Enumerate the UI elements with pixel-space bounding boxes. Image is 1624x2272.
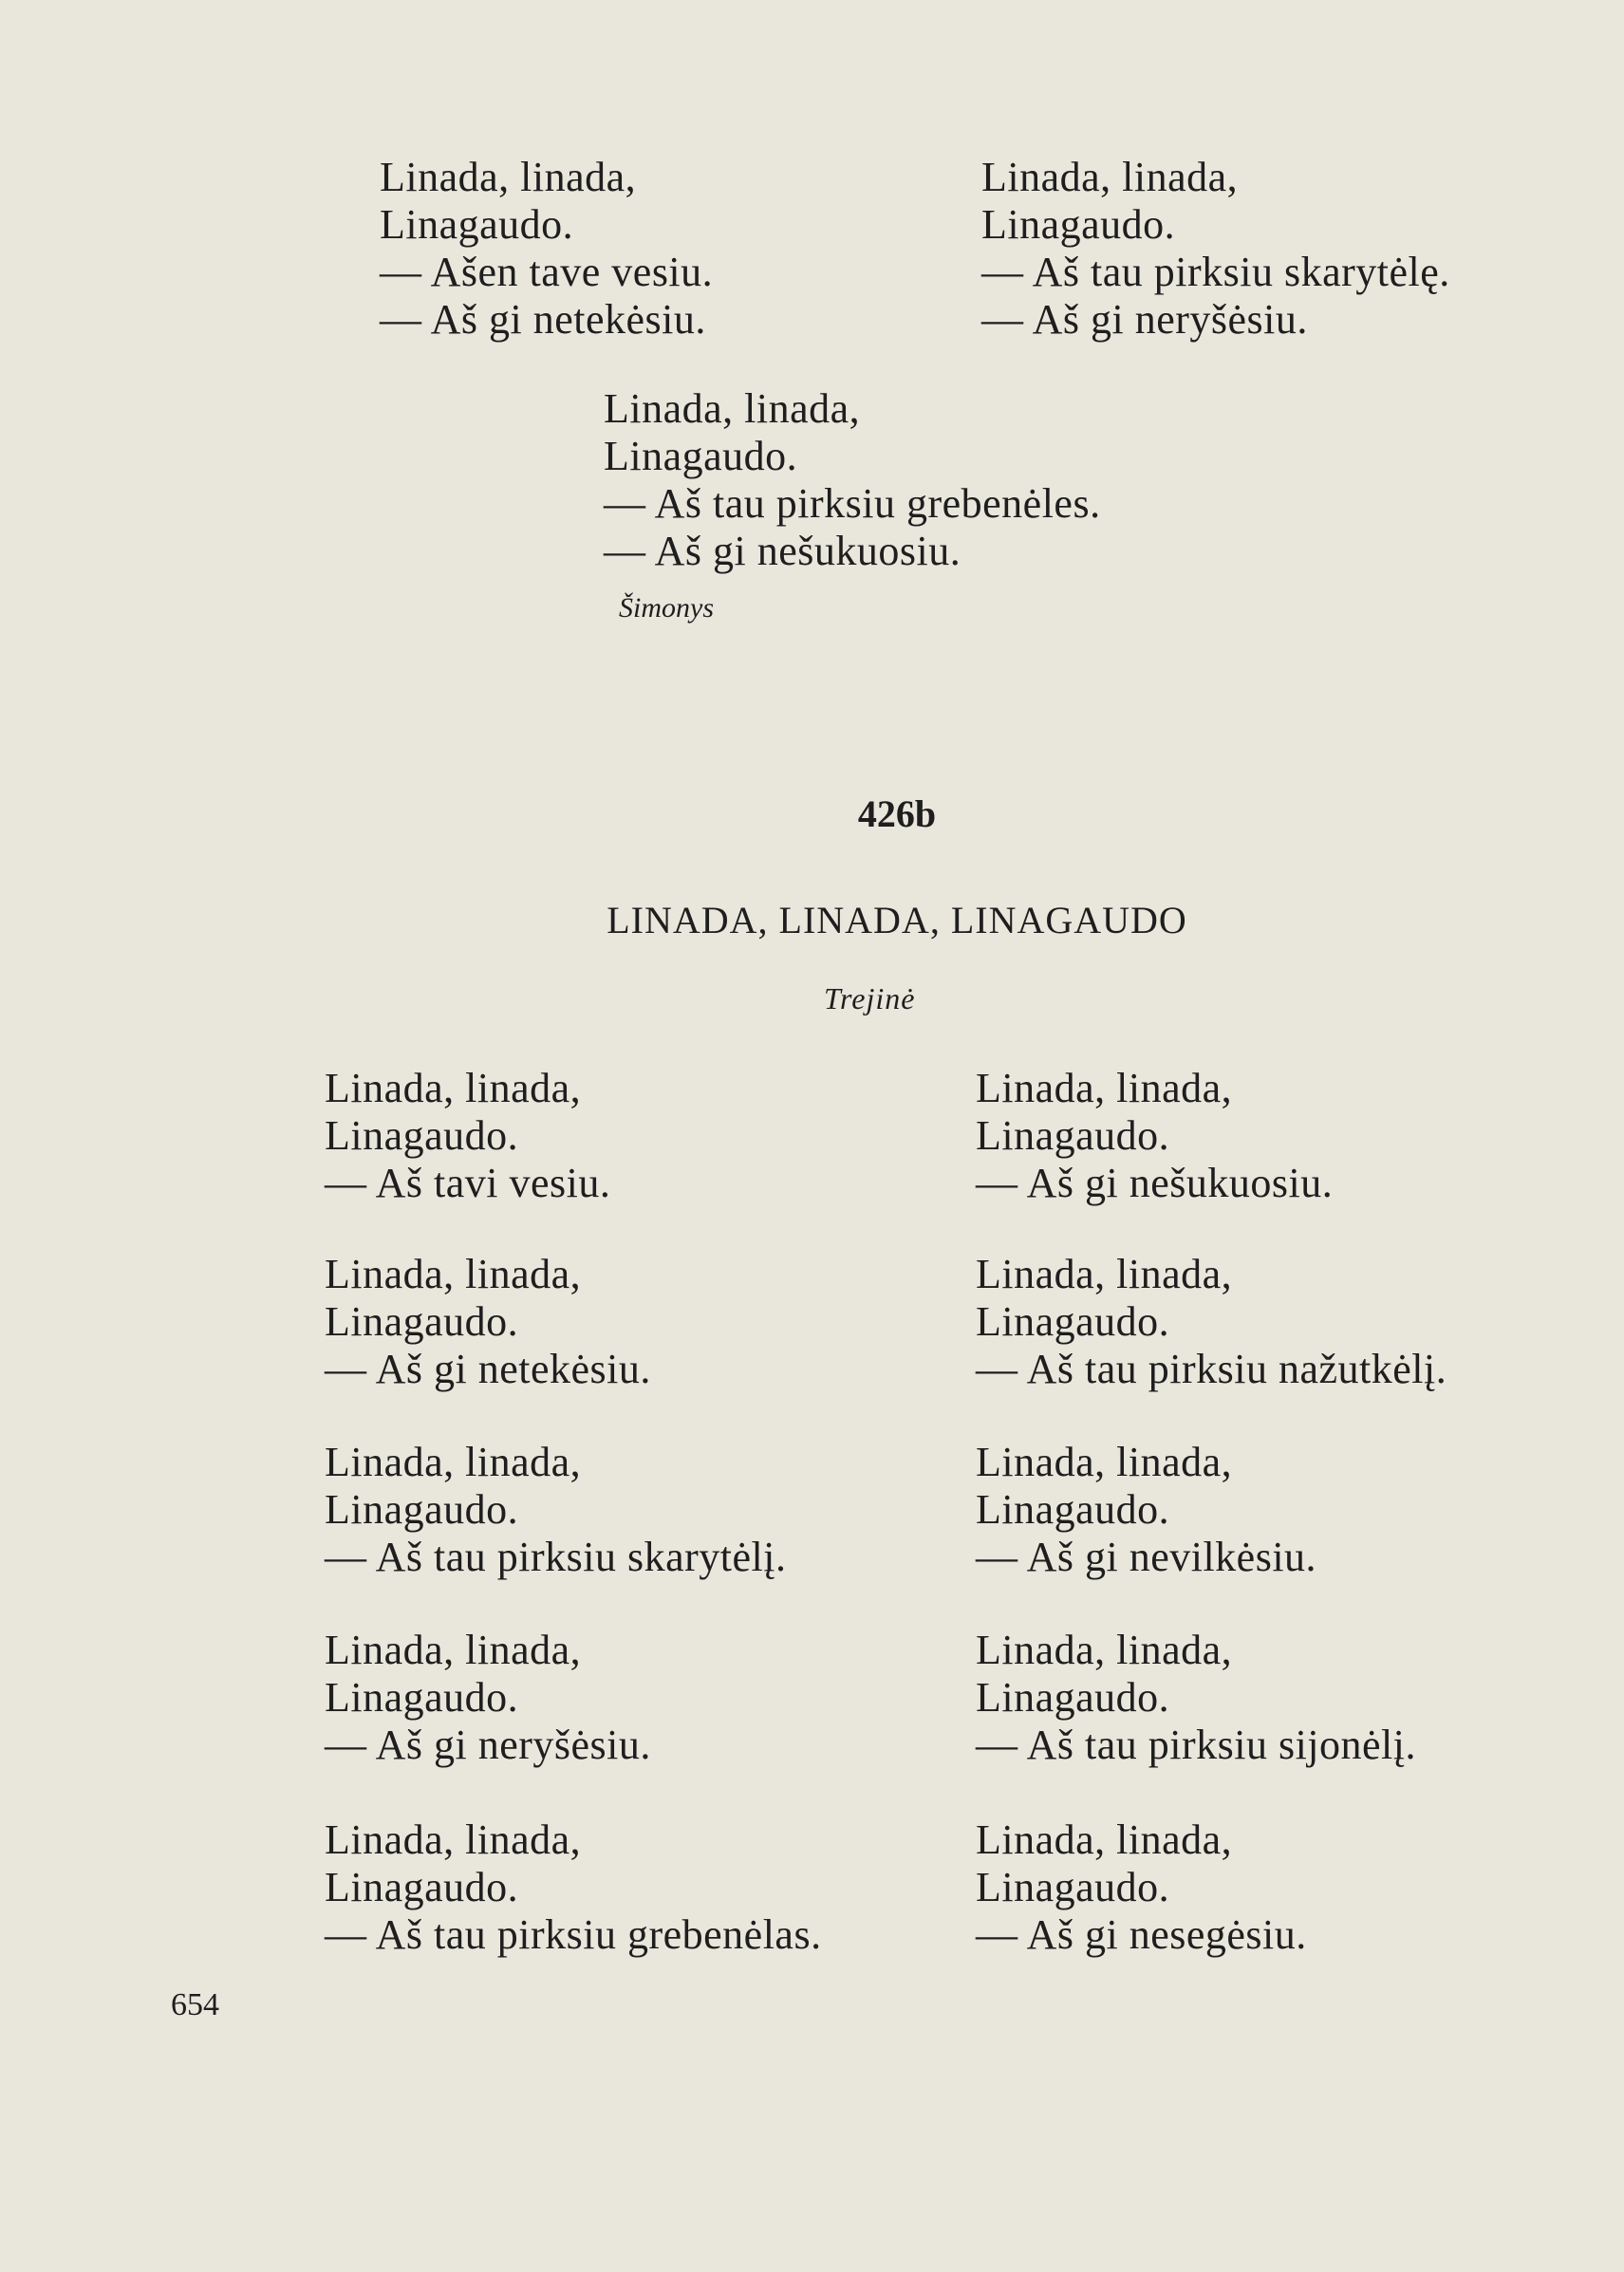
verse-line: Linagaudo.	[325, 1486, 519, 1533]
stanza-left-4	[325, 1627, 651, 1769]
stanza-left-3	[325, 1439, 786, 1581]
verse-line: Linagaudo.	[325, 1112, 519, 1159]
verse-line: Linada, linada,	[976, 1627, 1233, 1673]
verse-line: Linada, linada,	[325, 1251, 582, 1297]
verse-line: — Aš tavi vesiu.	[325, 1160, 611, 1206]
verse-line: Linada, linada,	[976, 1439, 1233, 1485]
stanza-top-right	[981, 154, 1450, 344]
verse-line: Linada, linada,	[325, 1439, 582, 1485]
stanza-top-left	[380, 154, 713, 344]
verse-line: Linagaudo.	[976, 1674, 1170, 1721]
verse-line: — Aš gi nešukuosiu.	[604, 528, 961, 574]
verse-line: Linagaudo.	[976, 1486, 1170, 1533]
stanza-left-2	[325, 1251, 651, 1393]
verse-line: Linagaudo.	[981, 201, 1176, 248]
verse-line: Linagaudo.	[325, 1298, 519, 1345]
verse-line: — Aš gi neryšėsiu.	[981, 296, 1308, 343]
song-title: LINADA, LINADA, LINAGAUDO	[607, 899, 1187, 941]
stanza-left-5	[325, 1816, 822, 1959]
verse-line: — Aš tau pirksiu sijonėlį.	[976, 1722, 1416, 1768]
verse-line: — Aš gi nešukuosiu.	[976, 1160, 1334, 1206]
stanza-top-center	[604, 385, 1101, 575]
verse-line: Linada, linada,	[976, 1251, 1233, 1297]
stanza-right-2	[976, 1251, 1447, 1393]
verse-line: Linada, linada,	[981, 154, 1239, 200]
stanza-right-3	[976, 1439, 1316, 1581]
source-place: Šimonys	[619, 592, 714, 624]
verse-line: — Aš gi nevilkėsiu.	[976, 1534, 1317, 1580]
stanza-right-4	[976, 1627, 1416, 1769]
stanza-right-1	[976, 1065, 1333, 1207]
verse-line: Linagaudo.	[976, 1298, 1170, 1345]
verse-line: — Aš gi netekėsiu.	[380, 296, 706, 343]
verse-line: Linagaudo.	[976, 1112, 1170, 1159]
verse-line: — Aš tau pirksiu grebenėles.	[604, 480, 1101, 527]
song-subtitle: Trejinė	[824, 981, 916, 1015]
verse-line: Linada, linada,	[380, 154, 637, 200]
verse-line: Linagaudo.	[976, 1864, 1170, 1910]
verse-line: — Aš gi neryšėsiu.	[325, 1722, 651, 1768]
verse-line: — Aš tau pirksiu skarytėlę.	[981, 249, 1450, 295]
song-number: 426b	[857, 792, 937, 835]
verse-line: — Aš gi nesegėsiu.	[976, 1911, 1307, 1958]
verse-line: Linada, linada,	[325, 1816, 582, 1863]
verse-line: Linada, linada,	[976, 1065, 1233, 1111]
verse-line: Linagaudo.	[380, 201, 574, 248]
verse-line: Linada, linada,	[325, 1065, 582, 1111]
page-number: 654	[171, 1987, 219, 2022]
verse-line: Linagaudo.	[325, 1674, 519, 1721]
stanza-right-5	[976, 1816, 1307, 1959]
verse-line: Linada, linada,	[976, 1816, 1233, 1863]
verse-line: — Aš tau pirksiu grebenėlas.	[325, 1911, 822, 1958]
verse-line: — Aš tau pirksiu skarytėlį.	[325, 1534, 787, 1580]
verse-line: Linagaudo.	[604, 433, 798, 479]
verse-line: — Ašen tave vesiu.	[380, 249, 714, 295]
verse-line: Linagaudo.	[325, 1864, 519, 1910]
verse-line: — Aš gi netekėsiu.	[325, 1346, 651, 1392]
stanza-left-1	[325, 1065, 610, 1207]
verse-line: — Aš tau pirksiu nažutkėlį.	[976, 1346, 1447, 1392]
verse-line: Linada, linada,	[325, 1627, 582, 1673]
verse-line: Linada, linada,	[604, 385, 861, 432]
